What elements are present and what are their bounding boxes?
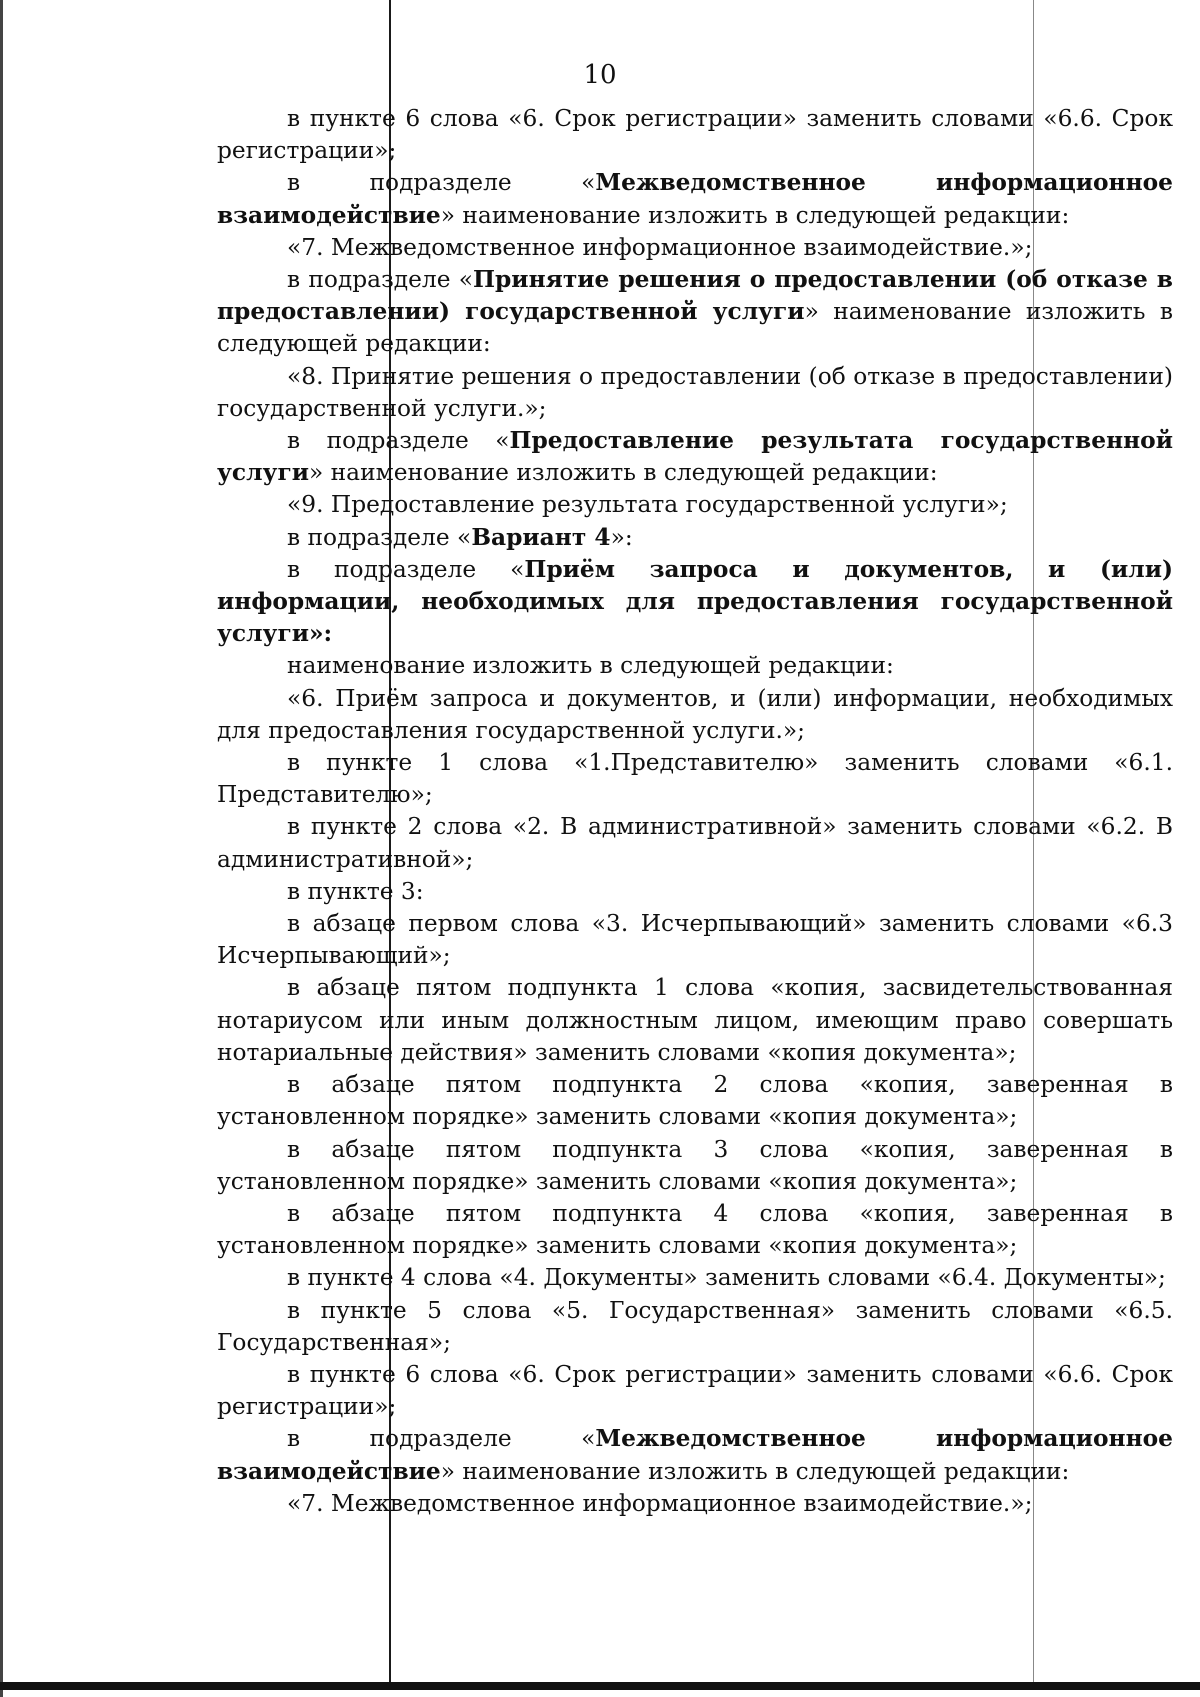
text-run: в подразделе « [287,1425,596,1453]
paragraph [217,908,1173,972]
paragraph [217,489,1173,521]
text-run: в абзаце первом слова «3. Исчерпывающий» заменить словами «6.3 Исчерпывающий»; [217,910,1173,970]
text-run: в абзаце пятом подпункта 3 слова «копия, заверенная в установленном порядке» заменить словами «копия документа»; [217,1135,1173,1195]
scan-bottom-edge [0,1682,1200,1690]
text-run: в подразделе « [287,555,525,583]
scan-left-edge [0,0,3,1697]
bold-text: Приём запроса и документов, и (или) информации, необходимых для предоставления государственной услуги»: [217,555,1173,648]
text-run: » наименование изложить в следующей редакции: [440,1457,1070,1485]
bold-text: Предоставление результата государственной услуги [217,427,1173,487]
text-run: в пункте 6 слова «6. Срок регистрации» заменить словами «6.6. Срок регистрации»; [217,105,1173,165]
text-run: «6. Приём запроса и документов, и (или) информации, необходимых для предоставления государственной услуги.»; [217,684,1173,744]
page-number: 10 [583,60,617,90]
paragraph [217,683,1173,747]
paragraph [217,650,1173,682]
text-run: «7. Межведомственное информационное взаимодействие.»; [287,1489,1033,1517]
text-run: »: [610,523,633,551]
paragraph [217,522,1173,554]
text-run: в подразделе « [287,169,596,197]
text-run: «8. Принятие решения о предоставлении (об отказе в предоставлении) государственной услуги.»; [217,362,1173,422]
paragraph [217,1488,1173,1520]
text-run: » наименование изложить в следующей редакции: [217,298,1173,358]
text-run: в пункте 1 слова «1.Представителю» заменить словами «6.1. Представителю»; [217,749,1173,809]
text-run: в подразделе « [287,266,473,294]
text-run: в пункте 3: [287,877,424,905]
paragraph [217,1134,1173,1198]
paragraph [217,1262,1173,1294]
text-run: в пункте 5 слова «5. Государственная» заменить словами «6.5. Государственная»; [217,1296,1173,1356]
paragraph [217,425,1173,489]
text-run: «7. Межведомственное информационное взаимодействие.»; [287,233,1033,261]
paragraph [217,103,1173,167]
text-run: в пункте 4 слова «4. Документы» заменить словами «6.4. Документы»; [287,1264,1166,1292]
paragraph [217,361,1173,425]
paragraph [217,1198,1173,1262]
text-run: в подразделе « [287,523,472,551]
text-run: в абзаце пятом подпункта 1 слова «копия, засвидетельствованная нотариусом или иным должностным лицом, имеющим право совершать нотариальные действия» заменить словами «копия документа»; [217,974,1173,1066]
text-run: «9. Предоставление результата государственной услуги»; [287,491,1008,519]
paragraph [217,972,1173,1069]
text-run: в пункте 2 слова «2. В административной» заменить словами «6.2. В административной»; [217,813,1173,873]
paragraph [217,1069,1173,1133]
text-run: в пункте 6 слова «6. Срок регистрации» заменить словами «6.6. Срок регистрации»; [217,1360,1173,1421]
bold-text: Межведомственное информационное взаимодействие [217,1425,1173,1485]
paragraph [217,1423,1173,1487]
paragraph [217,232,1173,264]
bold-text: Вариант 4 [471,523,611,551]
text-run: в абзаце пятом подпункта 2 слова «копия, заверенная в установленном порядке» заменить словами «копия документа»; [217,1071,1173,1131]
document-body [217,103,1173,1520]
paragraph [217,1295,1173,1359]
bold-text: Межведомственное информационное взаимодействие [217,169,1173,229]
paragraph [217,747,1173,811]
paragraph [217,811,1173,875]
paragraph [217,876,1173,908]
paragraph [217,1359,1173,1423]
text-run: в подразделе « [287,427,510,455]
paragraph [217,167,1173,231]
text-run: » наименование изложить в следующей редакции: [309,459,938,487]
text-run: наименование изложить в следующей редакции: [287,652,894,680]
text-run: в абзаце пятом подпункта 4 слова «копия, заверенная в установленном порядке» заменить словами «копия документа»; [217,1199,1173,1260]
paragraph [217,264,1173,361]
text-run: » наименование изложить в следующей редакции: [440,201,1070,229]
paragraph [217,554,1173,651]
bold-text: Принятие решения о предоставлении (об отказе в предоставлении) государственной услуги [217,266,1173,326]
